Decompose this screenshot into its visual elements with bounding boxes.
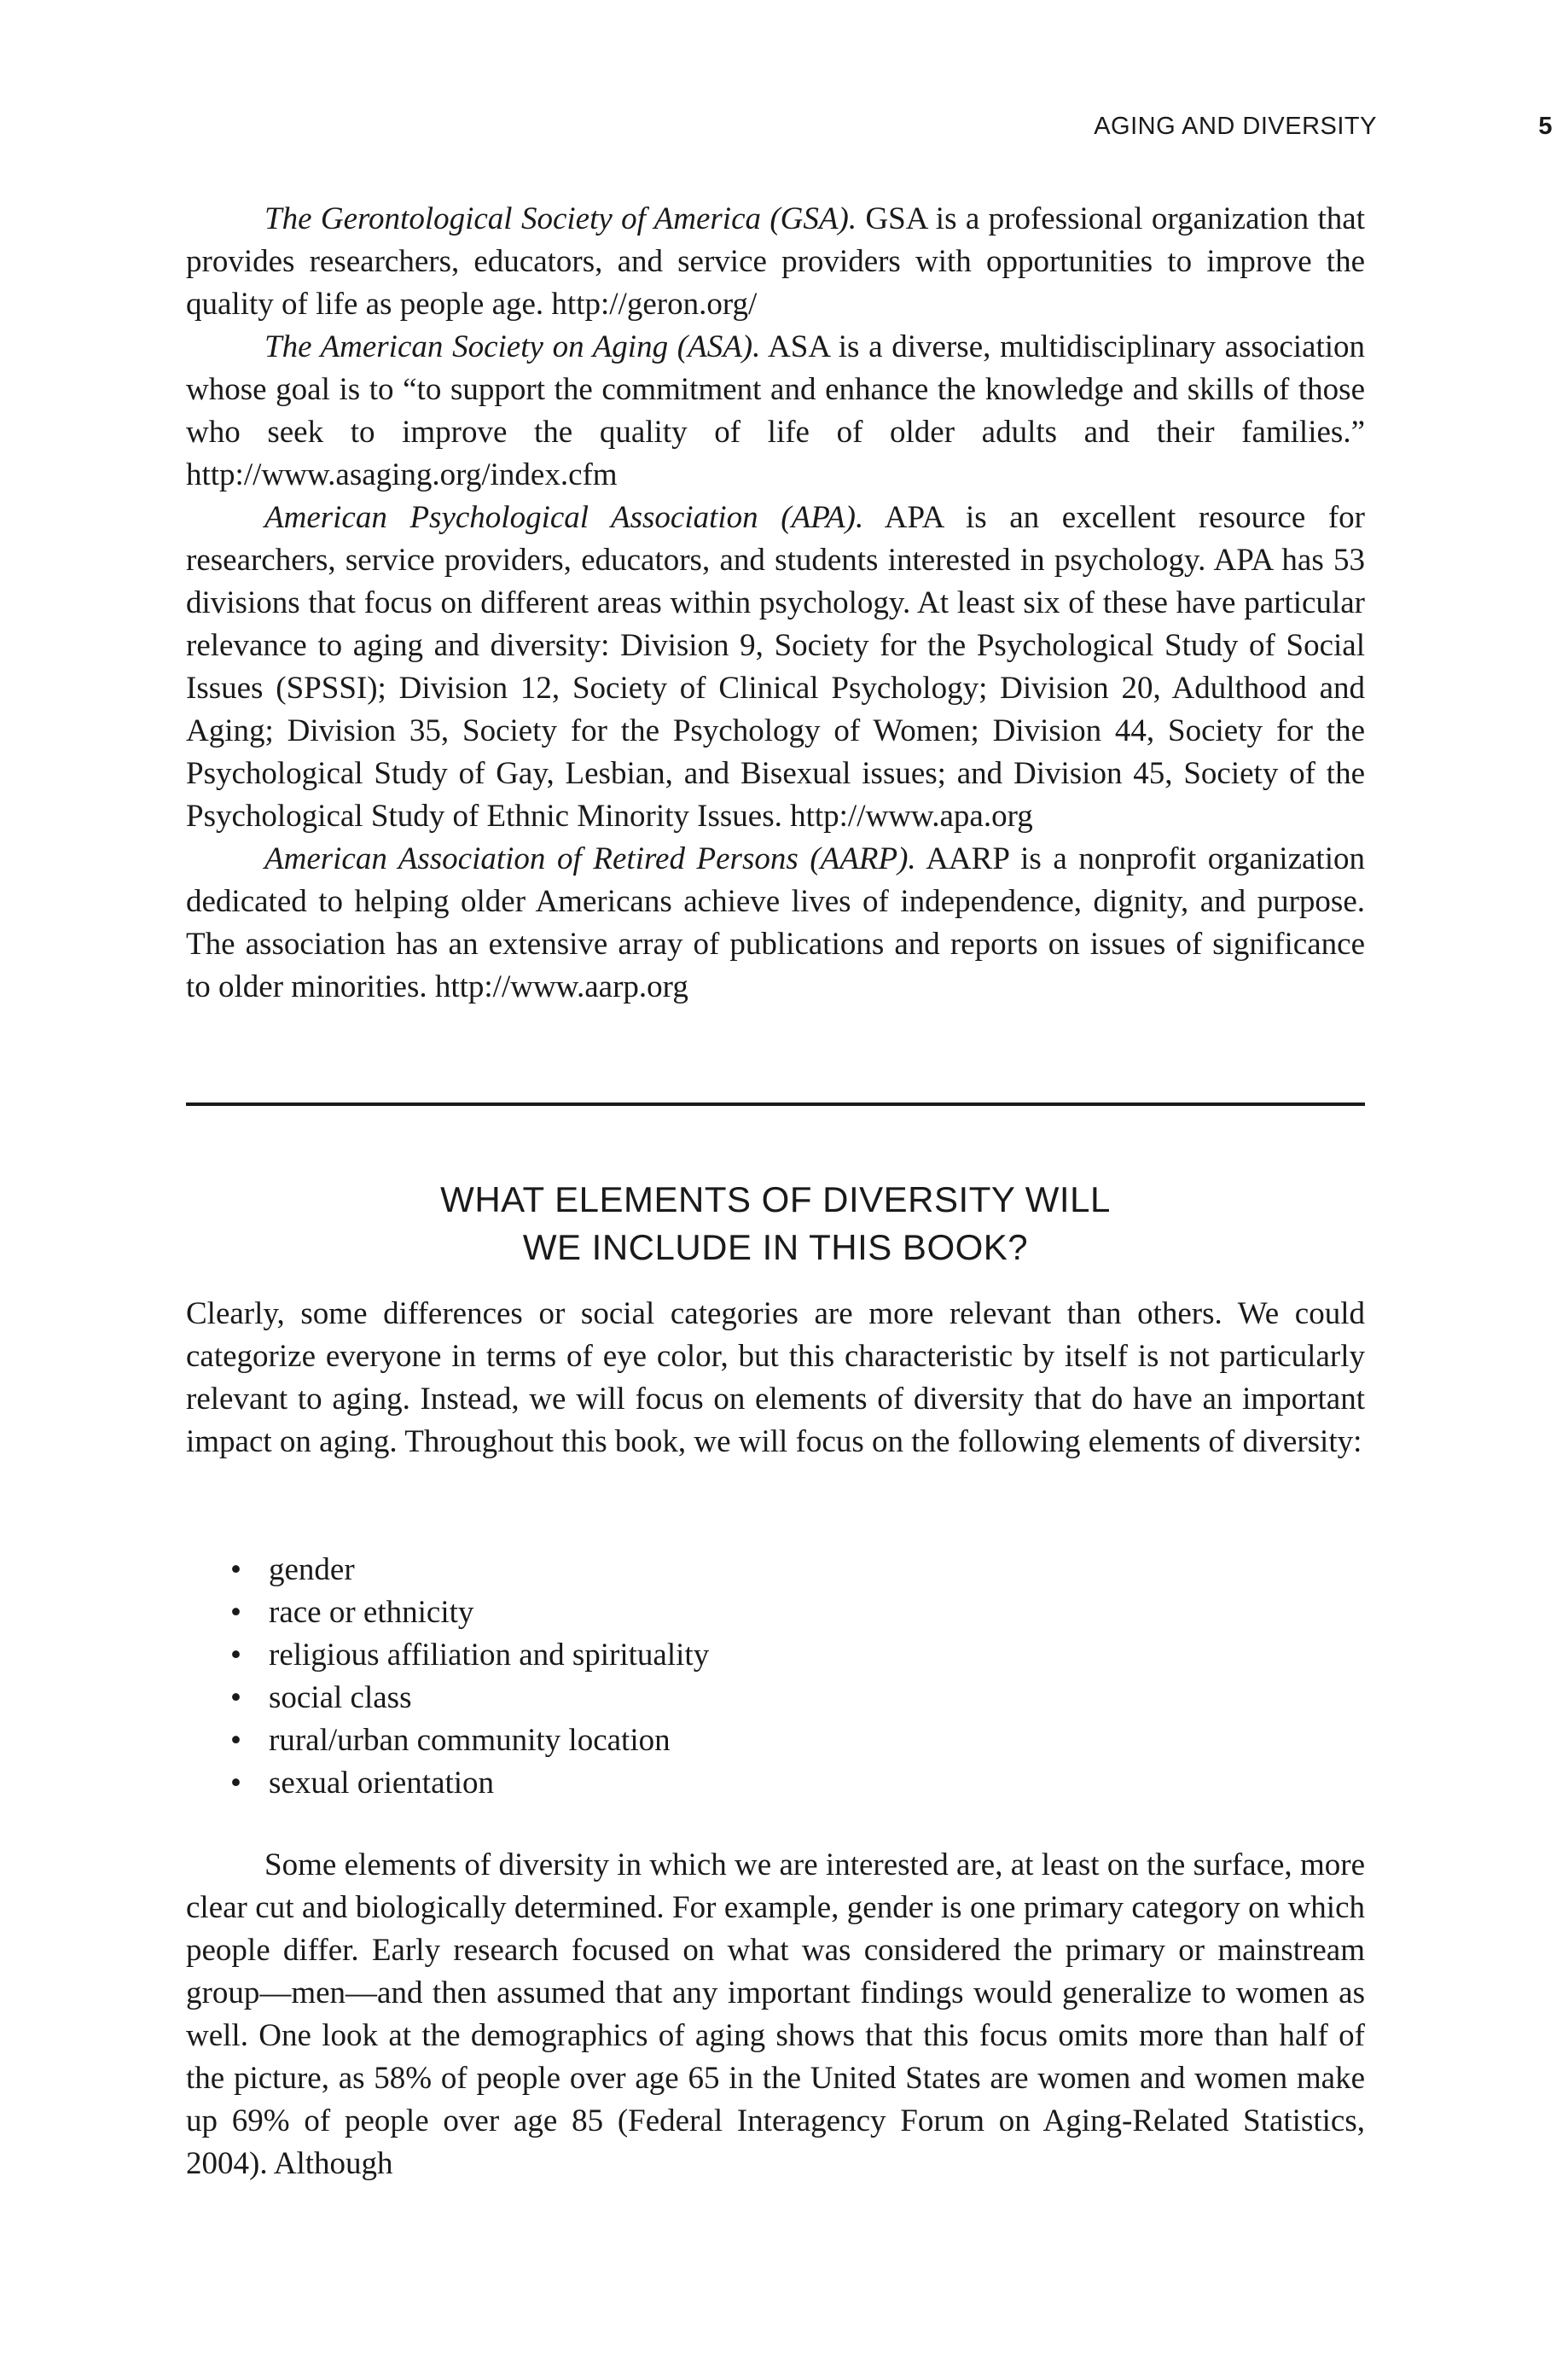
discussion-paragraph: Some elements of diversity in which we are interested are, at least on the surface, more clear cut and biologically determined. For example, gender is one primary category on which people differ. Early research focused on what was considered the primary or mainstream group—men—and then assumed that any important findings would generalize to women as well. One look at the demographics of aging shows that this focus omits more than half of the picture, as 58% of people over age 65 in the United States are women and women make up 69% of people over age 85 (Federal Interagency Forum on Aging-Related Statistics, 2004). Although — [186, 1847, 1365, 2181]
list-item — [186, 1549, 1039, 1591]
list-item-text: religious affiliation and spirituality — [269, 1638, 710, 1673]
resource-description: GSA is a professional organization that provides researchers, educators, and service providers with opportunities to improve the quality of life as people age. http://geron.org/ — [186, 201, 1365, 322]
bullet-icon: • — [230, 1552, 241, 1587]
list-item — [186, 1591, 1039, 1634]
bullet-icon: • — [230, 1595, 241, 1630]
resource-description: ASA is a diverse, multidisciplinary association whose goal is to “to support the commitment and enhance the knowledge and skills of those who seek to improve the quality of life of older adults and their families.” http://www.asaging.org/index.cfm — [186, 329, 1366, 492]
resource-name: American Psychological Association (APA). — [264, 500, 864, 535]
bullet-icon: • — [230, 1766, 241, 1801]
list-item — [186, 1677, 1039, 1719]
section-divider — [186, 1103, 1365, 1106]
resource-description: APA is an excellent resource for researchers, service providers, educators, and students interested in psychology. APA has 53 divisions that focus on different areas within psychology. At least six of these have particular relevance to aging and diversity: Division 9, Society for the Psychological Study of Social Issues (SPSSI); Division 12, Society of Clinical Psychology; Division 20, Adulthood and Aging; Division 35, Society for the Psychology of Women; Division 44, Society for the Psychological Study of Gay, Lesbian, and Bisexual issues; and Division 45, Society of the Psychological Study of Ethnic Minority Issues. http://www.apa.org — [186, 500, 1365, 834]
page-number: 5 — [1538, 113, 1553, 140]
list-item — [186, 1762, 1039, 1805]
list-item — [186, 1634, 1039, 1677]
section-heading-line1: WHAT ELEMENTS OF DIVERSITY WILL — [440, 1179, 1111, 1219]
resource-entry — [186, 497, 1365, 838]
resource-entry — [186, 326, 1365, 497]
intro-paragraph-block — [186, 1293, 1365, 1463]
section-heading — [186, 1176, 1365, 1271]
bullet-icon: • — [230, 1638, 241, 1673]
list-item-text: race or ethnicity — [269, 1595, 474, 1630]
resource-name: American Association of Retired Persons (AARP). — [264, 841, 916, 876]
section-heading-line2: WE INCLUDE IN THIS BOOK? — [522, 1227, 1029, 1267]
list-item — [186, 1719, 1039, 1762]
bullet-icon: • — [230, 1723, 241, 1758]
list-item-text: social class — [269, 1680, 412, 1715]
intro-paragraph: Clearly, some differences or social categories are more relevant than others. We could categorize everyone in terms of eye color, but this characteristic by itself is not particularly relevant to aging. Instead, we will focus on elements of diversity that do have an important impact on aging. Throughout this book, we will focus on the following elements of diversity: — [186, 1296, 1365, 1459]
resource-description: AARP is a nonprofit organization dedicated to helping older Americans achieve lives of independence, dignity, and purpose. The association has an extensive array of publications and reports on issues of significance to older minorities. http://www.aarp.org — [186, 841, 1365, 1004]
resource-list — [186, 198, 1365, 1009]
diversity-elements-list — [186, 1549, 1039, 1805]
resource-entry — [186, 838, 1365, 1009]
list-item-text: rural/urban community location — [269, 1723, 671, 1758]
resource-entry — [186, 198, 1365, 326]
discussion-paragraph-block — [186, 1844, 1365, 2185]
list-item-text: sexual orientation — [269, 1766, 495, 1801]
running-title: AGING AND DIVERSITY — [1094, 113, 1377, 140]
resource-name: The American Society on Aging (ASA). — [264, 329, 761, 364]
list-item-text: gender — [269, 1552, 355, 1587]
bullet-icon: • — [230, 1680, 241, 1715]
running-header — [186, 113, 1553, 147]
resource-name: The Gerontological Society of America (GSA). — [264, 201, 857, 236]
